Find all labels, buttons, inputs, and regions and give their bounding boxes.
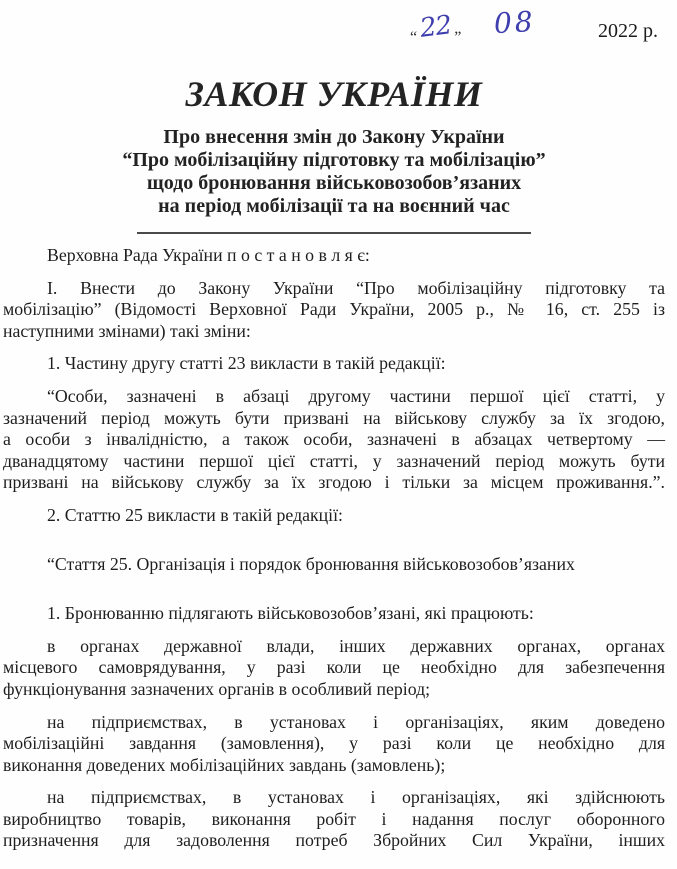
paragraph	[3, 636, 665, 701]
paragraph	[3, 712, 665, 777]
text-line: в органах державної влади, інших державних органах, органах	[47, 635, 665, 656]
text-line: 2. Статтю 25 викласти в такій редакції:	[47, 504, 343, 525]
day-quote-open: “	[410, 29, 418, 46]
text-line: “Стаття 25. Організація і порядок бронювання військовозобов’язаних	[47, 553, 575, 574]
text-line: призначення для задоволення потреб Збройних Сил України, інших	[3, 830, 665, 851]
text-line: 1. Бронюванню підлягають військовозобов’язані, які працюють:	[47, 603, 534, 624]
text-line: наступними змінами) такі зміни:	[3, 320, 251, 341]
law-title: ЗАКОН УКРАЇНИ	[185, 74, 483, 114]
paragraph	[3, 278, 665, 343]
text-line: дванадцятому частини першої цієї статті, у зазначений період можуть бути	[3, 450, 665, 471]
handwritten-day: 22	[418, 10, 453, 44]
paragraph	[3, 603, 665, 625]
text-line: мобілізацію” (Відомості Верховної Ради України, 2005 р., № 16, ст. 255 із	[3, 299, 665, 320]
law-subtitle-line-4: на період мобілізації та на воєнний час	[158, 195, 510, 217]
paragraph	[3, 505, 665, 527]
paragraph	[3, 787, 665, 852]
paragraph	[3, 554, 665, 576]
text-line: призвані на військову службу за їх згодою і тільки за місцем проживання.”.	[3, 472, 665, 493]
paragraph	[3, 353, 665, 375]
text-line: на підприємствах, в установах і організаціях, яким доведено	[47, 711, 665, 732]
text-line: на підприємствах, в установах і організаціях, які здійснюють	[47, 787, 665, 808]
text-line: зазначений період можуть бути призвані на військову службу за їх згодою,	[3, 407, 665, 428]
text-line: виробництво товарів, виконання робіт і надання послуг оборонного	[3, 808, 665, 829]
text-line: мобілізаційні завдання (замовлення), у разі коли це необхідно для	[3, 733, 665, 754]
text-line: “Особи, зазначені в абзаці другому частини першої цієї статті, у	[47, 385, 665, 406]
paragraph	[3, 245, 665, 267]
text-line: 1. Частину другу статті 23 викласти в такій редакції:	[47, 353, 446, 374]
text-line: а особи з інвалідністю, а також особи, зазначені в абзацах четвертому —	[3, 429, 665, 450]
paragraph	[3, 386, 665, 494]
day-quote-close: ”	[454, 29, 462, 46]
text-line: Верховна Рада України п о с т а н о в л я є:	[47, 245, 370, 265]
text-line: виконання доведених мобілізаційних завдань (замовлень);	[3, 754, 446, 775]
handwritten-day-group	[410, 10, 462, 46]
handwritten-month: 08	[493, 4, 537, 41]
text-line: І. Внести до Закону України “Про мобілізаційну підготовку та	[47, 277, 665, 298]
separator-rule	[137, 232, 531, 234]
document-body	[3, 245, 665, 852]
law-subtitle-line-2: “Про мобілізаційну підготовку та мобілізацію”	[122, 149, 546, 171]
year-label: 2022 р.	[598, 20, 658, 42]
law-subtitle-line-3: щодо бронювання військовозобов’язаних	[146, 172, 522, 194]
law-subtitle-line-1: Про внесення змін до Закону України	[163, 126, 505, 148]
text-line: місцевого самоврядування, у разі коли це необхідно для забезпечення	[3, 657, 665, 678]
law-subtitle	[3, 126, 665, 218]
text-line: функціонування зазначених органів в особливий період;	[3, 678, 431, 699]
date-header	[0, 0, 677, 60]
